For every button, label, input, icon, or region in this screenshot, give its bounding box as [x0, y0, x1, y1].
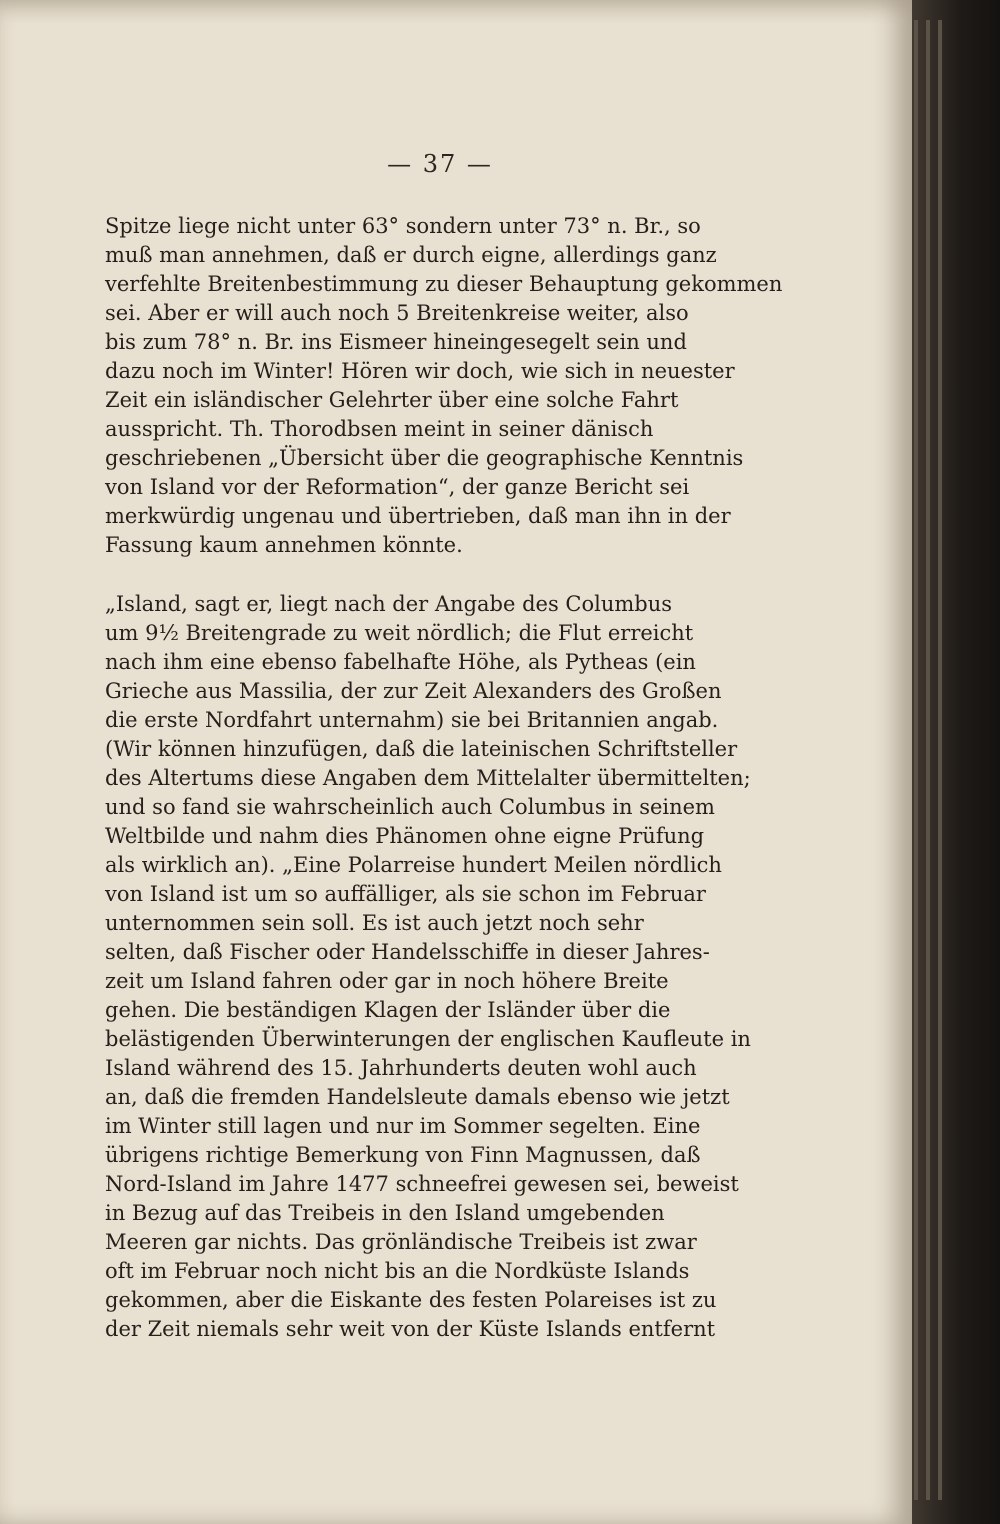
page-edge	[926, 20, 930, 1500]
body-text	[105, 212, 785, 1344]
page-edge	[938, 20, 942, 1500]
paragraph: Spitze liege nicht unter 63° sondern unter 73° n. Br., so muß man annehmen, daß er durch eigne, allerdings ganz verfehlte Breitenbestimmung zu dieser Behauptung gekommen sei. Aber er will auch noch 5 Breitenkreise weiter, also bis zum 78° n. Br. ins Eismeer hineingesegelt sein und dazu noch im Winter! Hören wir doch, wie sich in neuester Zeit ein isländischer Gelehrter über eine solche Fahrt ausspricht. Th. Thorodbsen meint in seiner dänisch geschriebenen „Übersicht über die geographische Kenntnis von Island vor der Reformation“, der ganze Bericht sei merkwürdig ungenau und übertrieben, daß man ihn in der Fassung kaum annehmen könnte.	[105, 214, 783, 557]
paragraph: „Island, sagt er, liegt nach der Angabe des Columbus um 9½ Breitengrade zu weit nördlich; die Flut erreicht nach ihm eine ebenso fabelhafte Höhe, als Pytheas (ein Grieche aus Massilia, der zur Zeit Alexanders des Großen die erste Nordfahrt unternahm) sie bei Britannien angab. (Wir können hinzufügen, daß die lateinischen Schriftsteller des Altertums diese Angaben dem Mittelalter übermittelten; und so fand sie wahrscheinlich auch Columbus in seinem Weltbilde und nahm dies Phänomen ohne eigne Prüfung als wirklich an). „Eine Polarreise hundert Meilen nördlich von Island ist um so auffälliger, als sie schon im Februar unternommen sein soll. Es ist auch jetzt noch sehr selten, daß Fischer oder Handelsschiffe in dieser Jahres- zeit um Island fahren oder gar in noch höhere Breite gehen. Die beständigen Klagen der Isländer über die belästigenden Überwinterungen der englischen Kaufleute in Island während des 15. Jahrhunderts deuten wohl auch an, daß die fremden Handelsleute damals ebenso wie jetzt im Winter still lagen und nur im Sommer segelten. Eine übrigens richtige Bemerkung von Finn Magnussen, daß Nord-Island im Jahre 1477 schneefrei gewesen sei, beweist in Bezug auf das Treibeis in den Island umgebenden Meeren gar nichts. Das grönländische Treibeis ist zwar oft im Februar noch nicht bis an die Nordküste Islands gekommen, aber die Eiskante des festen Polareises ist zu der Zeit niemals sehr weit von der Küste Islands entfernt	[105, 592, 751, 1341]
book-spine	[900, 0, 1000, 1524]
page-number: — 37 —	[387, 150, 493, 178]
page-edge	[914, 20, 918, 1500]
